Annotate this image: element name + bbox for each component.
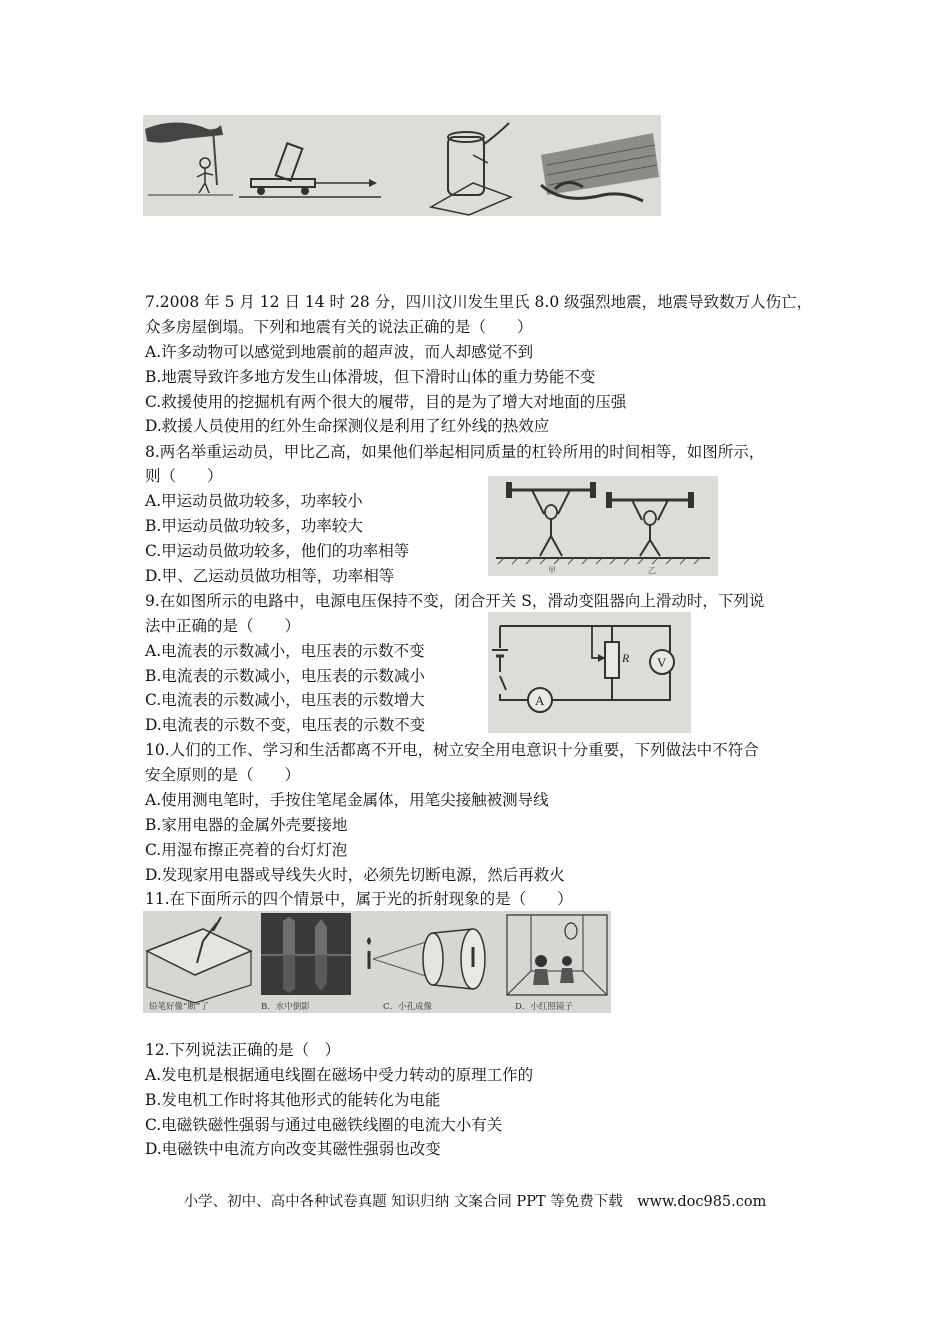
q8-option-a: A.甲运动员做功较多，功率较小	[145, 492, 363, 510]
q9-stem-line1: 9.在如图所示的电路中，电源电压保持不变，闭合开关 S，滑动变阻器向上滑动时，下列说	[145, 592, 765, 610]
q12-option-b: B.发电机工作时将其他形式的能转化为电能	[145, 1091, 441, 1109]
q7-option-a: A.许多动物可以感觉到地震前的超声波，而人却感觉不到	[145, 343, 534, 361]
q8-stem-line2: 则（ ）	[145, 467, 223, 485]
q8-option-b: B.甲运动员做功较多，功率较大	[145, 517, 363, 535]
circuit-figure	[488, 612, 691, 733]
q7-stem-line1: 7.2008 年 5 月 12 日 14 时 28 分，四川汶川发生里氏 8.0 级强烈地震，地震导致数万人伤亡，	[145, 293, 813, 311]
q9-option-b: B.电流表的示数减小，电压表的示数减小	[145, 667, 425, 685]
q10-stem-line1: 10.人们的工作、学习和生活都离不开电，树立安全用电意识十分重要，下列做法中不符合	[145, 741, 759, 759]
q12-stem-line1: 12.下列说法正确的是（ ）	[145, 1041, 341, 1059]
q7-option-b: B.地震导致许多地方发生山体滑坡，但下滑时山体的重力势能不变	[145, 368, 596, 386]
label-jia: 甲	[548, 566, 556, 575]
caption-c: C．小孔成像	[383, 1002, 433, 1012]
q12-option-a: A.发电机是根据通电线圈在磁场中受力转动的原理工作的	[145, 1066, 534, 1084]
q7-option-c: C.救援使用的挖掘机有两个很大的履带，目的是为了增大对地面的压强	[145, 393, 627, 411]
caption-a: 铅笔好像“断”了	[149, 1002, 209, 1012]
q10-option-b: B.家用电器的金属外壳要接地	[145, 816, 348, 834]
q12-option-c: C.电磁铁磁性强弱与通过电磁铁线圈的电流大小有关	[145, 1116, 503, 1134]
q9-option-c: C.电流表的示数减小，电压表的示数增大	[145, 691, 425, 709]
q8-option-c: C.甲运动员做功较多，他们的功率相等	[145, 542, 410, 560]
light-scenes-figure	[143, 911, 611, 1013]
voltmeter-label: V	[657, 655, 667, 670]
weightlifters-figure	[488, 476, 718, 576]
q9-stem-line2: 法中正确的是（ ）	[145, 617, 301, 635]
q9-option-d: D.电流表的示数不变，电压表的示数不变	[145, 716, 426, 734]
ammeter-label: A	[535, 693, 545, 708]
q7-option-d: D.救援人员使用的红外生命探测仪是利用了红外线的热效应	[145, 417, 550, 435]
q10-option-d: D.发现家用电器或导线失火时，必须先切断电源，然后再救火	[145, 866, 565, 884]
q12-option-d: D.电磁铁中电流方向改变其磁性强弱也改变	[145, 1140, 441, 1158]
q10-option-a: A.使用测电笔时，手按住笔尾金属体，用笔尖接触被测导线	[145, 791, 549, 809]
q11-stem-line1: 11.在下面所示的四个情景中，属于光的折射现象的是（ ）	[145, 890, 573, 908]
caption-d: D．小红照镜子	[515, 1002, 573, 1012]
q7-stem-line2: 众多房屋倒塌。下列和地震有关的说法正确的是（ ）	[145, 318, 533, 336]
rheostat-label: R	[622, 651, 630, 665]
caption-b: B．水中倒影	[261, 1002, 310, 1012]
q9-option-a: A.电流表的示数减小，电压表的示数不变	[145, 642, 425, 660]
footer-text: 小学、初中、高中各种试卷真题 知识归纳 文案合同 PPT 等免费下载 www.doc985.com	[183, 1194, 767, 1210]
top-figure-strip	[143, 115, 661, 216]
q8-stem-line1: 8.两名举重运动员，甲比乙高，如果他们举起相同质量的杠铃所用的时间相等，如图所示，	[145, 443, 765, 461]
q8-option-d: D.甲、乙运动员做功相等，功率相等	[145, 567, 395, 585]
label-yi: 乙	[648, 566, 656, 575]
q10-stem-line2: 安全原则的是（ ）	[145, 766, 301, 784]
q10-option-c: C.用湿布擦正亮着的台灯灯泡	[145, 841, 348, 859]
